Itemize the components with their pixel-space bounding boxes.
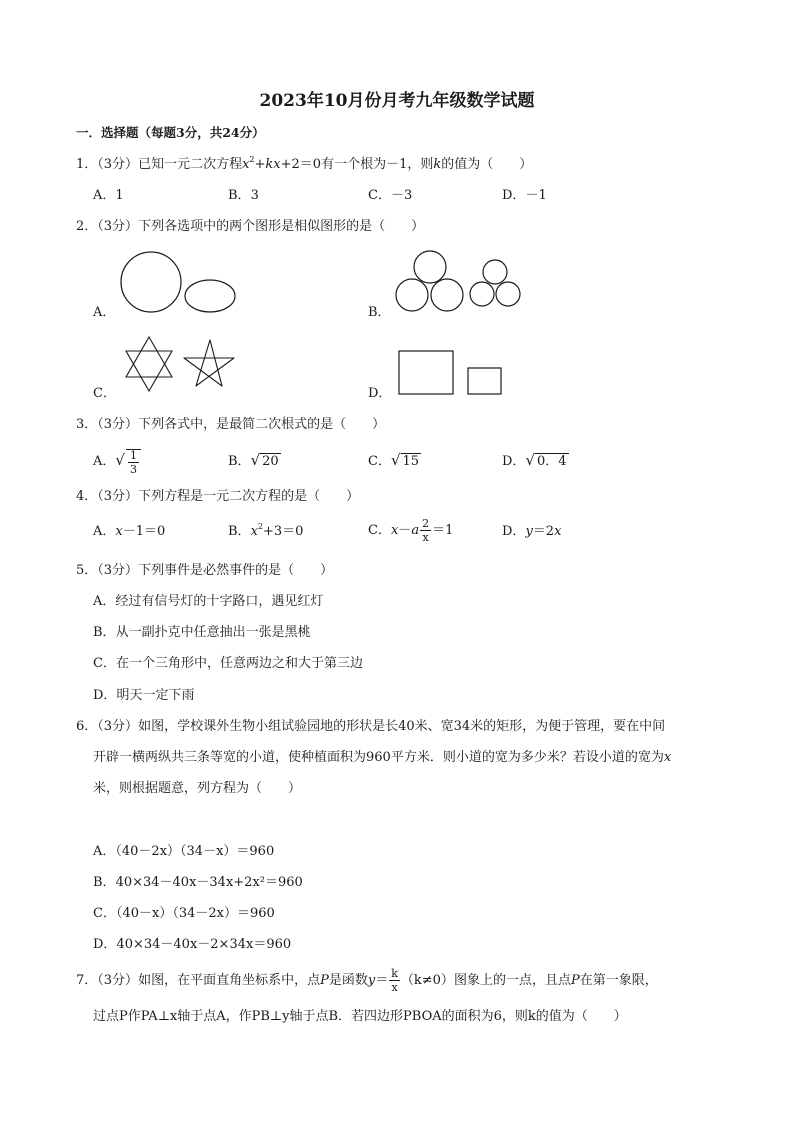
question-2 xyxy=(76,218,424,236)
option-d xyxy=(93,687,194,705)
option-label: C． xyxy=(93,906,116,921)
question-number: 1． xyxy=(76,157,98,172)
question-number: 6． xyxy=(76,719,98,734)
sqrt-expression xyxy=(391,451,421,471)
option-text: 1 xyxy=(115,188,124,203)
question-number: 7． xyxy=(76,973,98,988)
option-label: B． xyxy=(228,188,251,203)
question-4 xyxy=(76,488,359,506)
question-text: 下列方程是一元二次方程的是（ ） xyxy=(138,489,360,504)
option-c xyxy=(93,905,275,923)
option-text: 经过有信号灯的十字路口，遇见红灯 xyxy=(115,594,324,609)
radicand: 0．4 xyxy=(537,454,567,469)
question-score: （3分） xyxy=(97,417,139,432)
question-score: （3分） xyxy=(97,157,139,172)
option-label: C． xyxy=(368,454,391,469)
option-label: D． xyxy=(502,188,526,203)
math-op: + xyxy=(254,157,266,172)
math-var: P xyxy=(570,973,580,988)
fraction-numerator: 1 xyxy=(129,448,137,462)
rectangles-figure xyxy=(394,346,506,398)
option-c xyxy=(368,451,421,471)
question-text: 的值为（ ） xyxy=(441,157,533,172)
star-figure xyxy=(118,334,240,396)
math-var: a xyxy=(411,523,420,538)
question-score: （3分） xyxy=(97,489,139,504)
option-b xyxy=(228,523,303,541)
fraction xyxy=(420,518,431,543)
figure-label-a: A． xyxy=(93,305,116,320)
option-text: 40×34－40x－2×34x＝960 xyxy=(116,937,292,952)
question-score: （3分） xyxy=(97,219,139,234)
math-var: x xyxy=(242,157,250,172)
math-text: －1＝0 xyxy=(122,524,166,539)
option-label: A． xyxy=(93,188,116,203)
option-a xyxy=(93,523,165,541)
option-label: D． xyxy=(502,454,526,469)
question-6-line-3: 米，则根据题意，列方程为（ ） xyxy=(93,781,302,796)
option-a xyxy=(93,187,124,205)
math-var: P xyxy=(320,973,329,988)
option-d xyxy=(502,523,561,541)
option-c xyxy=(368,513,453,549)
option-d xyxy=(502,451,569,471)
math-text: +3＝0 xyxy=(263,524,304,539)
option-c xyxy=(368,187,412,205)
option-text: （40－x）（34－2x）＝960 xyxy=(115,906,275,921)
question-text: 在第一象限， xyxy=(579,973,658,988)
question-7 xyxy=(76,963,658,999)
math-text: （k≠0） xyxy=(400,973,454,988)
option-label: B． xyxy=(93,625,116,640)
option-a xyxy=(93,593,323,611)
math-text: ＝2 xyxy=(532,524,555,539)
radical-sign: √ xyxy=(525,451,535,469)
option-label: D． xyxy=(502,524,526,539)
option-b xyxy=(93,874,303,892)
question-6-line-2 xyxy=(93,749,671,767)
math-exponent: 2 xyxy=(257,522,263,531)
math-var: y xyxy=(367,973,376,988)
question-1 xyxy=(76,156,532,174)
radicand: 20 xyxy=(262,454,279,469)
question-score: （3分） xyxy=(97,563,139,578)
option-a xyxy=(93,843,274,861)
question-7-line-2: 过点P作PA⊥x轴于点A，作PB⊥y轴于点B．若四边形PBOA的面积为6，则k的值为（ ） xyxy=(93,1009,627,1024)
option-label: B． xyxy=(228,454,251,469)
question-text: 已知一元二次方程 xyxy=(138,157,243,172)
option-label: A． xyxy=(93,594,116,609)
math-text: ＝1 xyxy=(432,523,454,538)
circle-groups-figure xyxy=(390,250,530,318)
option-label: B． xyxy=(228,524,251,539)
question-text: 如图，学校课外生物小组试验园地的形状是长40米、宽34米的矩形，为便于管理，要在中间 xyxy=(138,719,666,734)
option-text: 3 xyxy=(250,188,259,203)
option-label: A． xyxy=(93,454,116,469)
math-var: k xyxy=(433,157,442,172)
question-text: 有一个根为－1，则 xyxy=(321,157,434,172)
question-number: 2． xyxy=(76,219,98,234)
option-label: C． xyxy=(93,656,116,671)
math-exponent: 2 xyxy=(249,155,255,164)
question-score: （3分） xyxy=(97,973,139,988)
math-var: x xyxy=(250,524,258,539)
question-text: 如图，在平面直角坐标系中，点 xyxy=(138,973,321,988)
math-op: ＝ xyxy=(375,973,389,988)
question-6 xyxy=(76,718,665,736)
radical-sign: √ xyxy=(250,451,261,469)
option-text: －1 xyxy=(525,188,547,203)
radical-sign: √ xyxy=(390,451,401,469)
question-number: 3． xyxy=(76,417,98,432)
option-text: 在一个三角形中，任意两边之和大于第三边 xyxy=(115,656,363,671)
math-var: x xyxy=(390,523,399,538)
math-var: x xyxy=(554,524,562,539)
figure-label-d: D． xyxy=(368,386,392,401)
question-text: 下列各式中，是最简二次根式的是（ ） xyxy=(138,417,386,432)
fraction-denominator: 3 xyxy=(129,462,137,476)
question-3 xyxy=(76,416,385,434)
figure-label-c: C． xyxy=(93,386,116,401)
math-text: +2＝0 xyxy=(280,157,322,172)
option-label: D． xyxy=(93,937,117,952)
option-label: B． xyxy=(93,875,116,890)
option-c xyxy=(93,655,363,673)
option-label: A． xyxy=(93,524,116,539)
question-text: 是函数 xyxy=(328,973,368,988)
question-5 xyxy=(76,562,333,580)
question-text: 图象上的一点，且点 xyxy=(453,973,571,988)
fraction xyxy=(126,449,141,475)
math-op: － xyxy=(398,523,412,538)
option-b xyxy=(228,451,281,471)
option-text: 从一副扑克中任意抽出一张是黑桃 xyxy=(115,625,311,640)
figure-label-b: B． xyxy=(368,305,391,320)
option-text: 40×34－40x－34x+2x²＝960 xyxy=(115,875,303,890)
sqrt-expression xyxy=(525,451,568,471)
math-var: kx xyxy=(265,157,281,172)
math-var: x xyxy=(115,524,123,539)
option-text: －3 xyxy=(390,188,413,203)
question-text: 下列事件是必然事件的是（ ） xyxy=(138,563,334,578)
fraction-numerator: k xyxy=(391,967,398,980)
radicand: 15 xyxy=(402,454,420,469)
question-text: 开辟一横两纵共三条等宽的小道，使种植面积为960平方米．则小道的宽为多少米？若设小道的宽为 xyxy=(93,750,664,765)
option-text: 明天一定下雨 xyxy=(116,688,195,703)
radical-sign: √ xyxy=(115,451,125,469)
page-title: 2023年10月份月考九年级数学试题 xyxy=(259,91,535,111)
option-text: （40－2x）（34－x）＝960 xyxy=(115,844,275,859)
option-b xyxy=(228,187,259,205)
question-score: （3分） xyxy=(97,719,139,734)
sqrt-expression xyxy=(115,443,142,479)
question-number: 4． xyxy=(76,489,98,504)
question-text: 下列各选项中的两个图形是相似图形的是（ ） xyxy=(138,219,425,234)
math-var: y xyxy=(525,524,533,539)
fraction xyxy=(389,968,400,993)
circle-ellipse-figure xyxy=(118,243,238,325)
question-number: 5． xyxy=(76,563,98,578)
fraction-denominator: x xyxy=(422,531,429,544)
math-var: x xyxy=(663,750,672,765)
option-d xyxy=(93,936,291,954)
section-heading: 一．选择题（每题3分，共24分） xyxy=(76,125,265,140)
option-label: D． xyxy=(93,688,117,703)
option-label: C． xyxy=(368,188,391,203)
option-label: C． xyxy=(368,523,391,538)
option-b xyxy=(93,624,311,642)
option-a xyxy=(93,443,142,479)
option-d xyxy=(502,187,547,205)
fraction-denominator: x xyxy=(391,981,398,994)
option-label: A． xyxy=(93,844,116,859)
sqrt-expression xyxy=(251,451,281,471)
fraction-numerator: 2 xyxy=(422,517,430,530)
